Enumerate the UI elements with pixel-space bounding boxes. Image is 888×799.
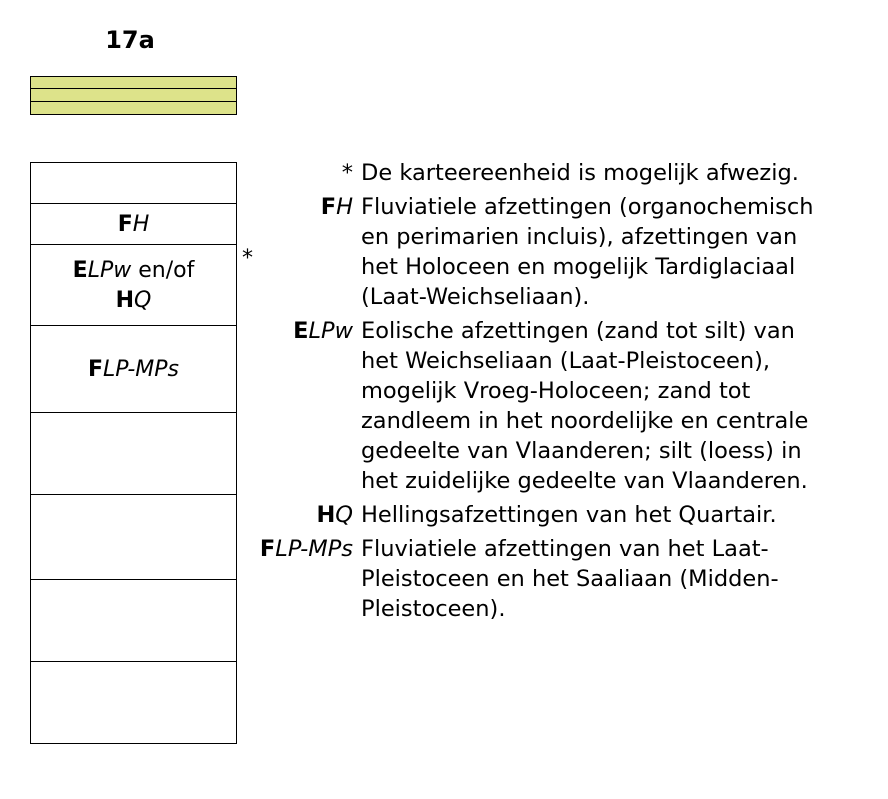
legend-entry xyxy=(240,192,880,312)
legend-code: FH xyxy=(320,194,353,220)
legend-entry xyxy=(240,500,880,530)
column-unit-elpw-hq xyxy=(31,244,236,326)
column-unit-empty xyxy=(31,494,236,580)
legend-entry xyxy=(240,534,880,624)
legend-entry xyxy=(240,316,880,496)
legend xyxy=(240,158,880,628)
column-unit-empty xyxy=(31,163,236,203)
unit-label: FH xyxy=(117,211,150,237)
optional-marker: * xyxy=(242,246,253,271)
column-unit-empty xyxy=(31,661,236,744)
legend-code: FLP-MPs xyxy=(259,536,353,562)
legend-description: Hellingsafzettingen van het Quartair. xyxy=(361,502,777,528)
legend-description: De karteereenheid is mogelijk afwezig. xyxy=(361,160,799,186)
section-title: 17a xyxy=(105,26,155,54)
top-layer-band xyxy=(30,89,237,102)
stratigraphic-column xyxy=(30,162,237,744)
top-layer-stack xyxy=(30,76,237,115)
unit-label: ELPw en/of xyxy=(72,257,195,283)
unit-label: FLP-MPs xyxy=(88,356,179,382)
column-unit-fh xyxy=(31,203,236,245)
top-layer-band xyxy=(30,76,237,89)
column-unit-flp-mps xyxy=(31,325,236,413)
unit-label-line2: HQ xyxy=(115,287,152,313)
legend-description: Fluviatiele afzettingen van het Laat- Pleistoceen en het Saaliaan (Midden- Pleistoceen). xyxy=(361,536,779,622)
legend-code: * xyxy=(341,160,353,186)
top-layer-band xyxy=(30,102,237,115)
column-unit-empty xyxy=(31,579,236,662)
legend-code: HQ xyxy=(316,502,353,528)
legend-description: Fluviatiele afzettingen (organochemisch en perimarien incluis), afzettingen van het Holoceen en mogelijk Tardiglaciaal (Laat-Weichseliaan). xyxy=(361,194,814,310)
legend-description: Eolische afzettingen (zand tot silt) van het Weichseliaan (Laat-Pleistoceen), mogelijk Vroeg-Holoceen; zand tot zandleem in het noordelijke en centrale gedeelte van Vlaanderen; silt (loess) in het zuidelijke gedeelte van Vlaanderen. xyxy=(361,318,809,494)
column-unit-empty xyxy=(31,412,236,495)
legend-code: ELPw xyxy=(293,318,353,344)
legend-entry xyxy=(240,158,880,188)
